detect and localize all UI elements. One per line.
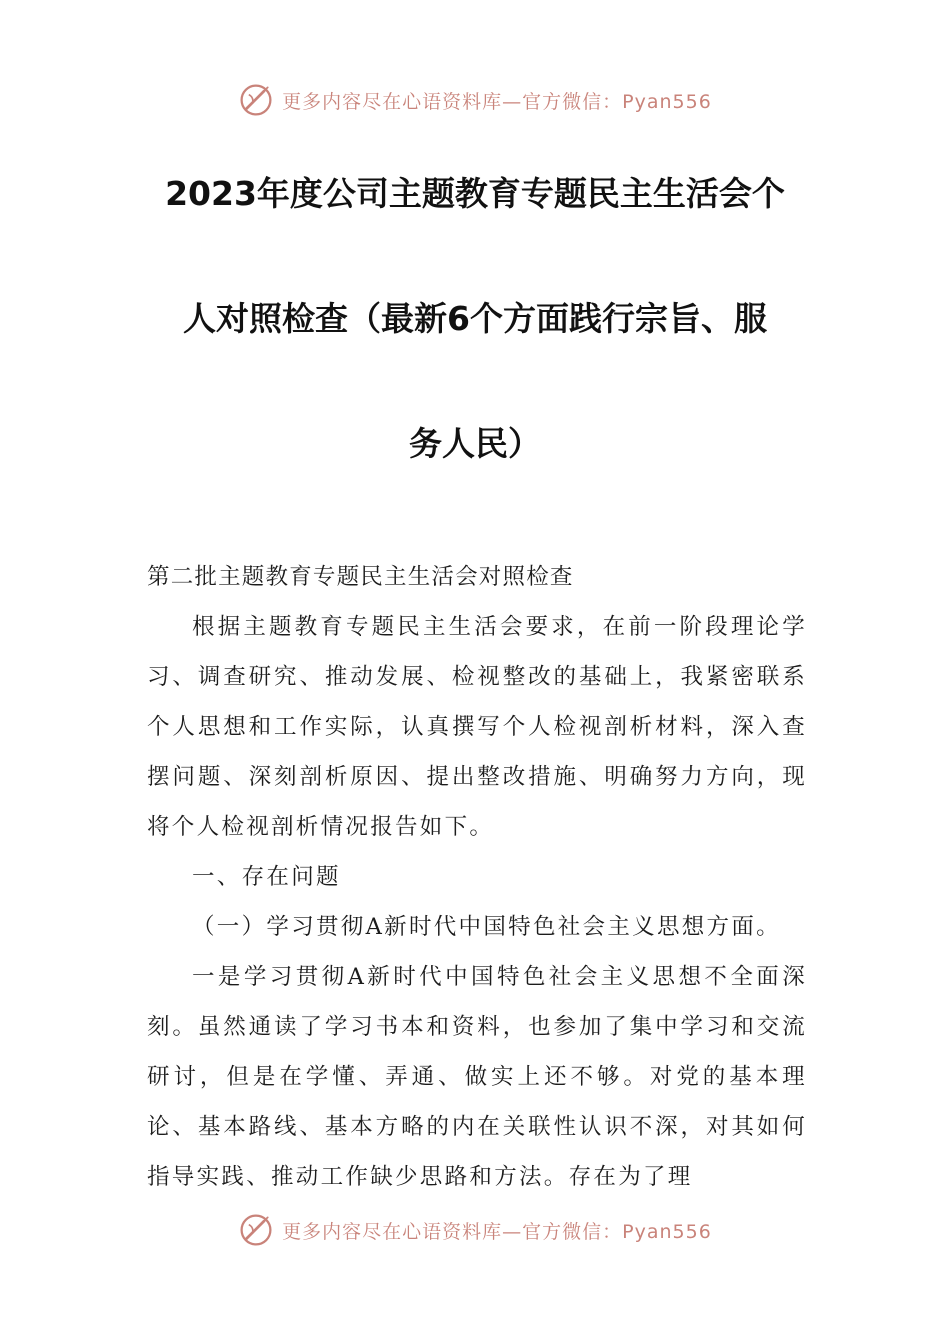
document-subtitle: 第二批主题教育专题民主生活会对照检查 [147, 564, 574, 590]
watermark-text: 更多内容尽在心语资料库—官方微信：Pyan556 [282, 1220, 712, 1243]
document-body [147, 552, 807, 1202]
watermark-footer [0, 1210, 950, 1250]
document-title-line-2: 人对照检查（最新6个方面践行宗旨、服 [183, 299, 767, 338]
document-title-line-1: 2023年度公司主题教育专题民主生活会个 [165, 174, 785, 213]
body-paragraph-point-1: 一是学习贯彻A新时代中国特色社会主义思想不全面深刻。虽然通读了学习书本和资料，也参加了集中学习和交流研讨，但是在学懂、弄通、做实上还不够。对党的基本理论、基本路线、基本方略的内在关联性认识不深，对其如何指导实践、推动工作缺少思路和方法。存在为了理 [147, 964, 807, 1190]
watermark-text: 更多内容尽在心语资料库—官方微信：Pyan556 [282, 90, 712, 113]
document-title-line-3: 务人民） [409, 424, 541, 463]
pen-logo-icon [238, 1212, 274, 1248]
watermark-header [0, 80, 950, 120]
watermark-wechat-id: Pyan556 [622, 1220, 712, 1243]
body-paragraph-intro: 根据主题教育专题民主生活会要求，在前一阶段理论学习、调查研究、推动发展、检视整改的基础上，我紧密联系个人思想和工作实际，认真撰写个人检视剖析材料，深入查摆问题、深刻剖析原因、提出整改措施、明确努力方向，现将个人检视剖析情况报告如下。 [147, 614, 807, 840]
subsection-heading: （一）学习贯彻A新时代中国特色社会主义思想方面。 [192, 914, 781, 940]
section-heading-problems: 一、存在问题 [192, 864, 341, 890]
pen-logo-icon [238, 82, 274, 118]
watermark-wechat-id: Pyan556 [622, 90, 712, 113]
